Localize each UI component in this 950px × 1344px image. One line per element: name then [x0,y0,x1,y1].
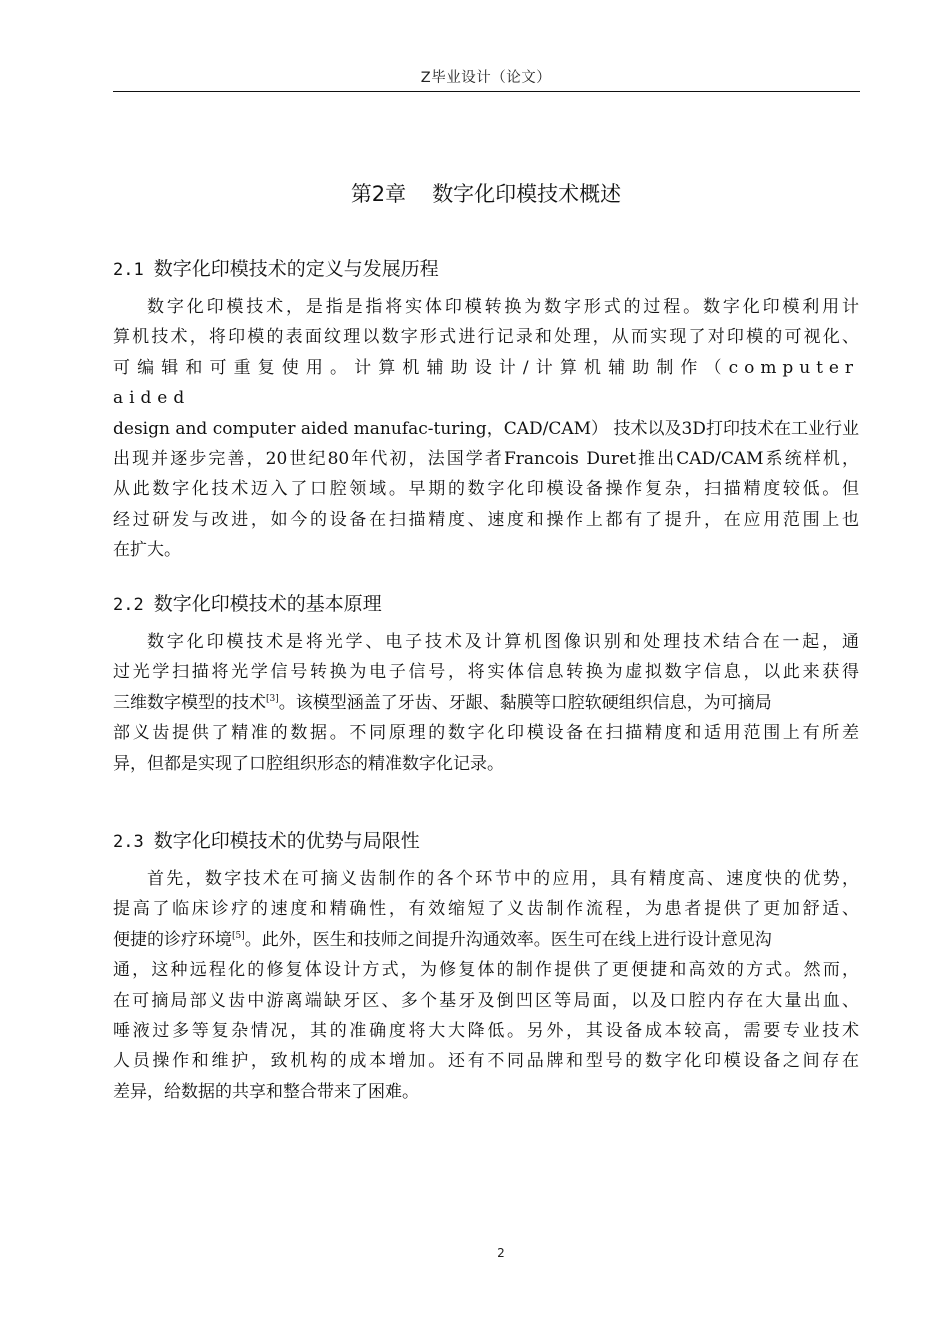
chapter-name: 数字化印模技术概述 [432,182,622,206]
section-number: 2.1 [113,260,144,280]
section-heading-2-2 [113,589,382,616]
paragraph-line: 出现并逐步完善，20世纪80年代初，法国学者Francois Duret推出CAD/CAM系统样机， [113,449,859,470]
paragraph-line: 数字化印模技术是将光学、电子技术及计算机图像识别和处理技术结合在一起，通 [147,632,859,652]
section-title: 数字化印模技术的定义与发展历程 [153,258,439,280]
section-title: 数字化印模技术的优势与局限性 [153,830,420,852]
section-2-1-paragraph [113,292,859,566]
paragraph-line: 可编辑和可重复使用。计算机辅助设计/计算机辅助制作（computer aided [113,357,859,409]
chapter-title [113,178,859,208]
paragraph-line: 过光学扫描将光学信号转换为电子信号，将实体信息转换为虚拟数字信息，以此来获得 [113,662,859,683]
section-2-3-paragraph [113,864,859,1107]
paragraph-line: 在扩大。 [113,540,181,561]
section-heading-2-3 [113,826,420,853]
line-text: 。此外，医生和技师之间提升沟通效率。医生可在线上进行设计意见沟 [244,929,772,950]
paragraph-line [113,925,859,955]
chapter-number: 第2章 [350,182,407,206]
section-2-2-paragraph [113,627,859,779]
page-header: Z毕业设计（论文） [420,70,552,86]
citation-reference: [5] [232,930,245,941]
paragraph-line: 提高了临床诊疗的速度和精确性，有效缩短了义齿制作流程，为患者提供了更加舒适、 [113,899,859,920]
page-number: 2 [497,1246,505,1260]
citation-reference: [3] [266,693,279,704]
paragraph-line: 唾液过多等复杂情况，其的准确度将大大降低。另外，其设备成本较高，需要专业技术 [113,1021,859,1042]
paragraph-line: 首先，数字技术在可摘义齿制作的各个环节中的应用，具有精度高、速度快的优势， [147,869,859,889]
line-text: 。该模型涵盖了牙齿、牙龈、黏膜等口腔软硬组织信息，为可摘局 [278,692,772,713]
paragraph-line: 算机技术，将印模的表面纹理以数字形式进行记录和处理，从而实现了对印模的可视化、 [113,327,859,348]
paragraph-line [113,688,859,718]
paragraph-line: 从此数字化技术迈入了口腔领域。早期的数字化印模设备操作复杂，扫描精度较低。但 [113,479,859,500]
section-number: 2.3 [113,832,144,852]
header-divider [113,91,860,92]
paragraph-line: 数字化印模技术，是指是指将实体印模转换为数字形式的过程。数字化印模利用计 [147,297,859,317]
section-heading-2-1 [113,254,439,281]
paragraph-line: 经过研发与改进，如今的设备在扫描精度、速度和操作上都有了提升，在应用范围上也 [113,509,859,530]
paragraph-line: 差异，给数据的共享和整合带来了困难。 [113,1081,419,1102]
line-text: 便捷的诊疗环境 [113,929,232,950]
paragraph-line: design and computer aided manufac-turing，CAD/CAM） 技术以及3D打印技术在工业行业 [113,418,859,439]
paragraph-line: 通，这种远程化的修复体设计方式，为修复体的制作提供了更便捷和高效的方式。然而， [113,960,859,981]
paragraph-line: 异，但都是实现了口腔组织形态的精准数字化记录。 [113,753,504,774]
paragraph-line: 部义齿提供了精准的数据。不同原理的数字化印模设备在扫描精度和适用范围上有所差 [113,723,859,744]
section-number: 2.2 [113,595,144,615]
paragraph-line: 在可摘局部义齿中游离端缺牙区、多个基牙及倒凹区等局面，以及口腔内存在大量出血、 [113,990,859,1011]
line-text: 三维数字模型的技术 [113,692,266,713]
section-title: 数字化印模技术的基本原理 [153,593,382,615]
paragraph-line: 人员操作和维护，致机构的成本增加。还有不同品牌和型号的数字化印模设备之间存在 [113,1051,859,1072]
